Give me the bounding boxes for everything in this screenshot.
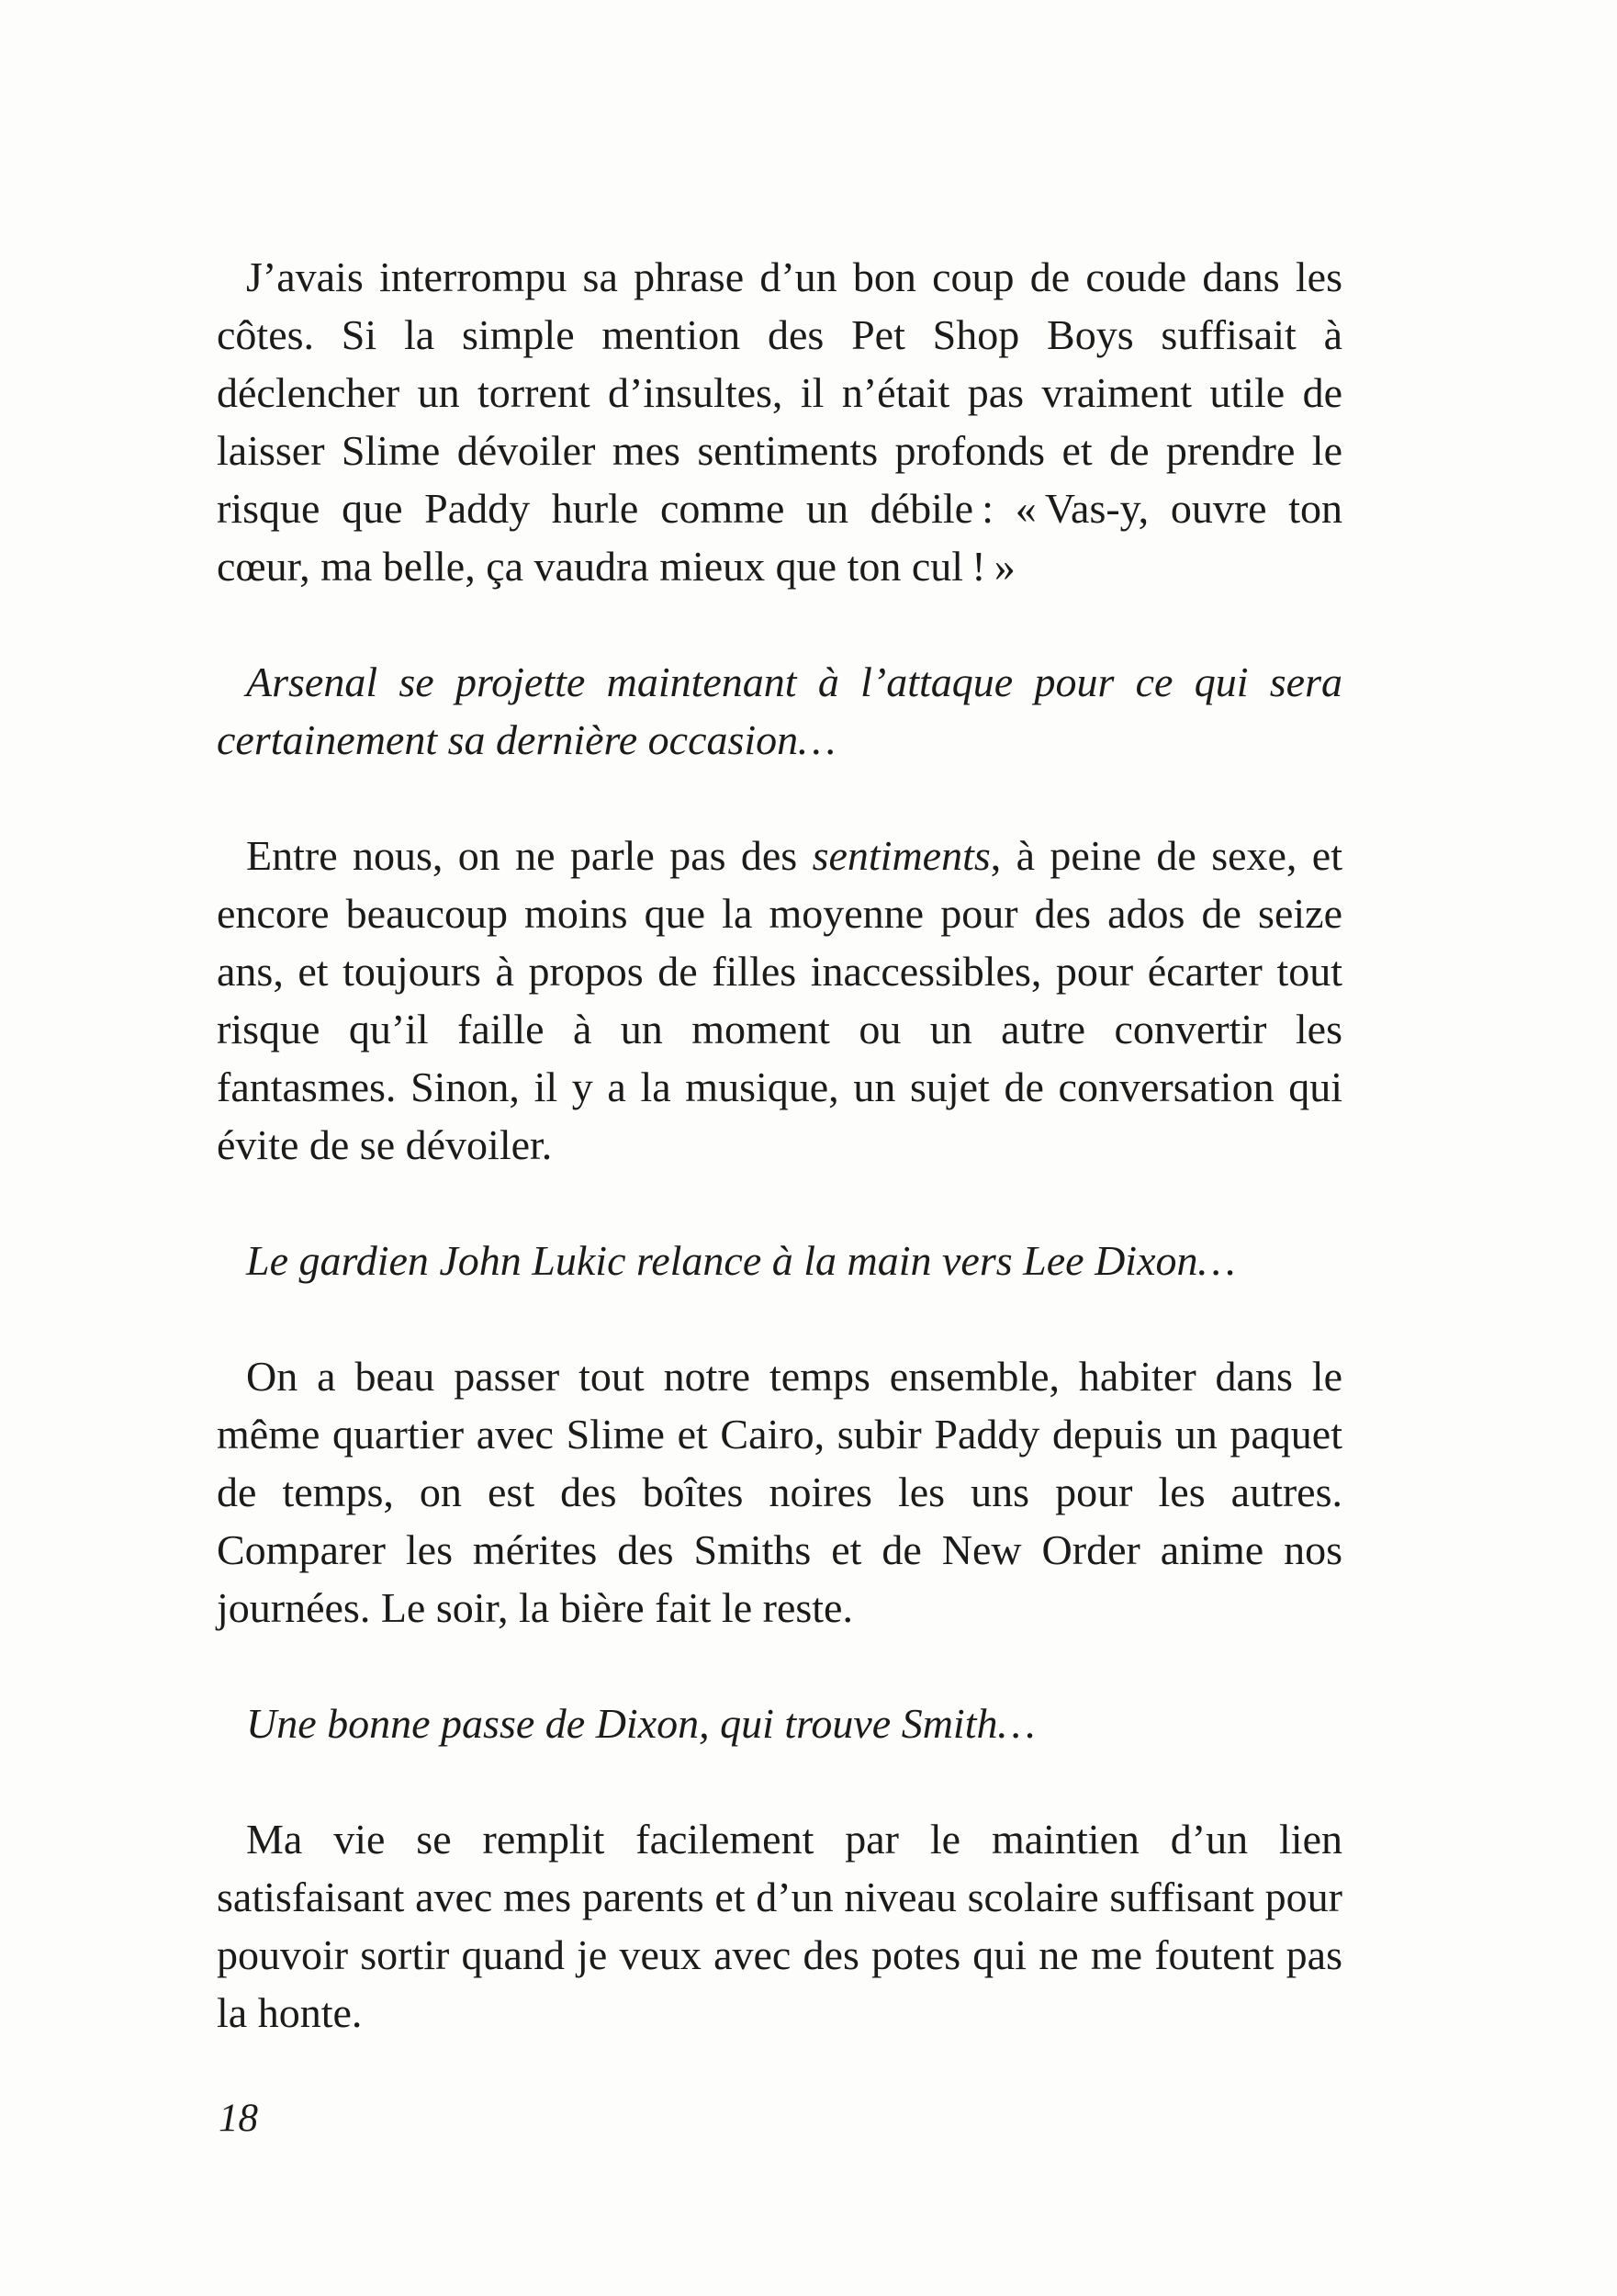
paragraph-commentary-lukic: Le gardien John Lukic relance à la main vers Lee Dixon… [246, 1237, 1236, 1284]
paragraph-commentary-dixon: Une bonne passe de Dixon, qui trouve Smith… [246, 1700, 1036, 1747]
narration-2-italic-word: sentiments [812, 832, 991, 879]
paragraph-narration-4: Ma vie se remplit facilement par le maintien d’un lien satisfaisant avec mes parents et d’un niveau scolaire suffisant pour pouvoir sortir quand je veux avec des potes qui ne me foutent pas la honte. [217, 1816, 1342, 2036]
paragraph-narration-1: J’avais interrompu sa phrase d’un bon coup de coude dans les côtes. Si la simple mention des Pet Shop Boys suffisait à déclencher un torrent d’insultes, il n’était pas vraiment utile de laisser Slime dévoiler mes sentiments profonds et de prendre le risque que Paddy hurle comme un débile : « Vas-y, ouvre ton cœur, ma belle, ça vaudra mieux que ton cul ! » [217, 253, 1342, 590]
text-block [217, 248, 1342, 2042]
narration-2-text-after: , à peine de sexe, et encore beaucoup moins que la moyenne pour des ados de seize ans, et toujours à propos de filles inaccessibles, pour écarter tout risque qu’il faille à un moment ou un autre convertir les fantasmes. Sinon, il y a la musique, un sujet de conversation qui évite de se dévoiler. [217, 832, 1342, 1168]
paragraph-commentary-arsenal: Arsenal se projette maintenant à l’attaque pour ce qui sera certainement sa dernière occasion… [217, 658, 1342, 763]
paragraph-narration-3: On a beau passer tout notre temps ensemble, habiter dans le même quartier avec Slime et Cairo, subir Paddy depuis un paquet de temps, on est des boîtes noires les uns pour les autres. Comparer les mérites des Smiths et de New Order anime nos journées. Le soir, la bière fait le reste. [217, 1353, 1342, 1631]
paragraph-narration-2 [217, 827, 1342, 1174]
narration-2-text-before: Entre nous, on ne parle pas des [246, 832, 813, 879]
page-number: 18 [219, 2097, 258, 2140]
